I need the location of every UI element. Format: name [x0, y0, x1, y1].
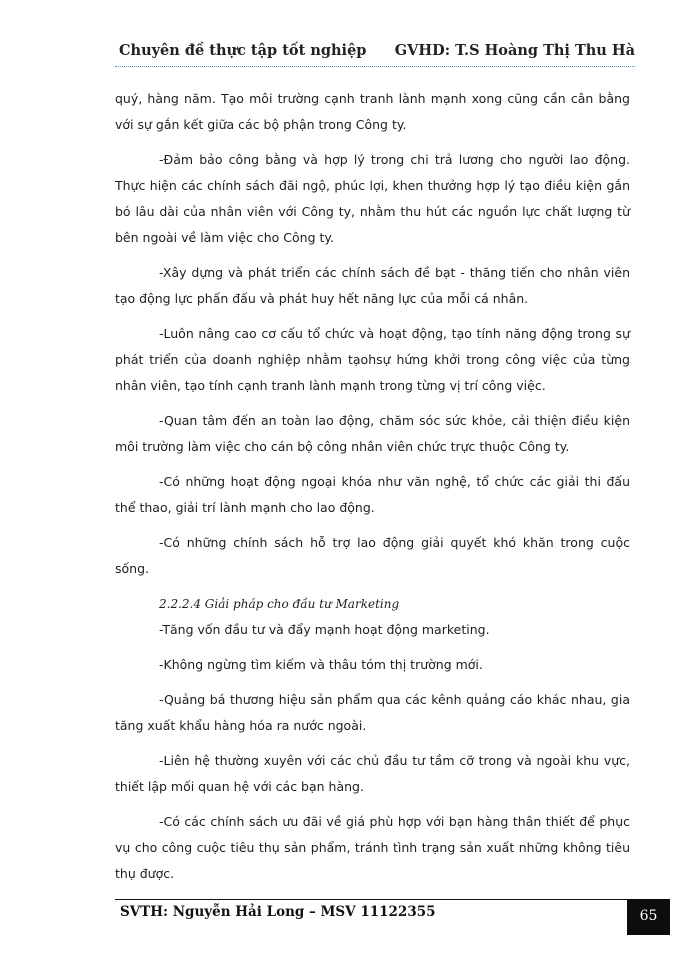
- header-divider: [115, 66, 635, 67]
- header-title: Chuyên đề thực tập tốt nghiệp: [119, 42, 367, 59]
- paragraph: -Quan tâm đến an toàn lao động, chăm sóc sức khỏe, cải thiện điều kiện môi trường làm việc cho cán bộ công nhân viên chức trực thuộc Công ty.: [115, 413, 630, 454]
- footer-divider: [115, 899, 670, 900]
- paragraph: quý, hàng năm. Tạo môi trường cạnh tranh lành mạnh xong cũng cần cân bằng với sự gắn kết giữa các bộ phận trong Công ty.: [115, 91, 630, 132]
- paragraph: -Xây dựng và phát triển các chính sách đề bạt - thăng tiến cho nhân viên tạo động lực phấn đấu và phát huy hết năng lực của mỗi cá nhân.: [115, 265, 630, 306]
- paragraph: -Có những hoạt động ngoại khóa như văn nghệ, tổ chức các giải thi đấu thể thao, giải trí lành mạnh cho lao động.: [115, 474, 630, 515]
- header-advisor: GVHD: T.S Hoàng Thị Thu Hà: [394, 42, 635, 59]
- section-subheading: 2.2.2.4 Giải pháp cho đầu tư Marketing: [159, 597, 400, 611]
- paragraph: -Không ngừng tìm kiếm và thâu tóm thị trường mới.: [159, 657, 483, 672]
- paragraph: -Đảm bảo công bằng và hợp lý trong chi trả lương cho người lao động. Thực hiện các chính sách đãi ngộ, phúc lợi, khen thưởng hợp lý tạo điều kiện gắn bó lâu dài của nhân viên với Công ty, nhằm thu hút các nguồn lực chất lượng từ bên ngoài về làm việc cho Công ty.: [115, 152, 630, 245]
- paragraph: -Có những chính sách hỗ trợ lao động giải quyết khó khăn trong cuộc sống.: [115, 535, 630, 576]
- paragraph: -Có các chính sách ưu đãi về giá phù hợp với bạn hàng thân thiết để phục vụ cho công cuộc tiêu thụ sản phẩm, tránh tình trạng sản xuất những không tiêu thụ được.: [115, 814, 630, 881]
- page-header: [115, 38, 635, 62]
- paragraph: -Liên hệ thường xuyên với các chủ đầu tư tầm cỡ trong và ngoài khu vực, thiết lập mối quan hệ với các bạn hàng.: [115, 753, 630, 794]
- page-number: 65: [627, 899, 670, 935]
- paragraph: -Luôn nâng cao cơ cấu tổ chức và hoạt động, tạo tính năng động trong sự phát triển của doanh nghiệp nhằm tạohsự hứng khởi trong công việc của từng nhân viên, tạo tính cạnh tranh lành mạnh trong từng vị trí công việc.: [115, 326, 630, 393]
- footer-student-info: SVTH: Nguyễn Hải Long – MSV 11122355: [120, 904, 436, 920]
- paragraph: -Tăng vốn đầu tư và đẩy mạnh hoạt động marketing.: [159, 622, 490, 637]
- document-body: [115, 86, 630, 887]
- paragraph: -Quảng bá thương hiệu sản phẩm qua các kênh quảng cáo khác nhau, gia tăng xuất khẩu hàng hóa ra nước ngoài.: [115, 692, 630, 733]
